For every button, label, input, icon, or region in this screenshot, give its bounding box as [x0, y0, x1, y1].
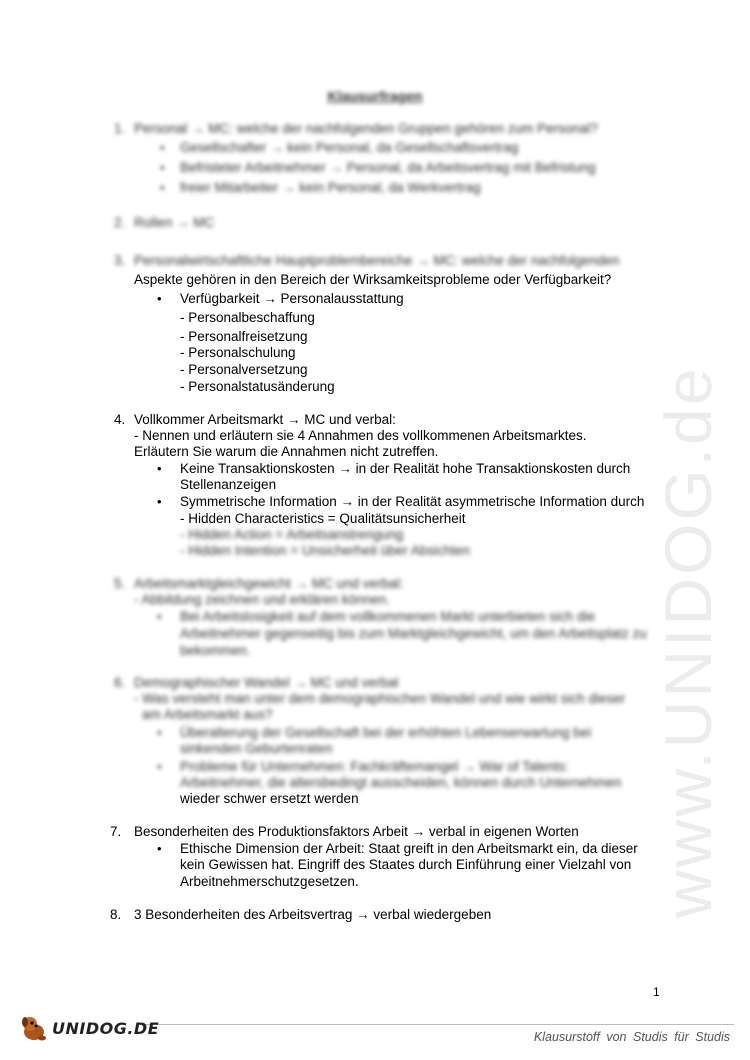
question-text: Arbeitsmarktgleichgewicht → MC und verbal:	[134, 576, 404, 591]
question-text: - Abbildung zeichnen und erklären können.	[134, 592, 390, 607]
sub-item: - Personalversetzung	[180, 362, 308, 377]
bullet-text: Verfügbarkeit → Personalausstattung	[180, 291, 404, 306]
question-number: 7.	[110, 824, 122, 839]
dog-mascot-icon	[18, 1013, 50, 1043]
page-title: Klausurfragen	[327, 88, 423, 104]
footer-logo	[18, 1013, 159, 1043]
question-text: Demographischer Wandel → MC und verbal	[134, 675, 399, 690]
watermark: www.UNIDOG.de	[651, 365, 725, 918]
question-text: Aspekte gehören in den Bereich der Wirksamkeitsprobleme oder Verfügbarkeit?	[134, 272, 612, 287]
sub-item: - Personalstatusänderung	[180, 379, 335, 394]
bullet-text: Überalterung der Gesellschaft bei der erhöhten Lebenserwartung bei	[180, 725, 592, 740]
question-number: 1.	[114, 121, 126, 136]
bullet-text: Keine Transaktionskosten → in der Realität hohe Transaktionskosten durch	[180, 461, 631, 476]
bullet: •	[157, 725, 162, 740]
bullet-text: Stellenanzeigen	[180, 477, 277, 492]
bullet-text: Bei Arbeitslosigkeit auf dem vollkommenen Markt unterbieten sich die	[180, 609, 595, 624]
bullet-text: Befristeter Arbeitnehmer → Personal, da Arbeitsvertrag mit Befristung	[180, 160, 596, 175]
question-text: Vollkommer Arbeitsmarkt → MC und verbal:	[134, 412, 396, 427]
bullet-text: Ethische Dimension der Arbeit: Staat greift in den Arbeitsmarkt ein, da dieser	[180, 841, 638, 856]
bullet: •	[160, 180, 165, 195]
bullet-text: Arbeitnehmer, die altersbedingt ausscheiden, können durch Unternehmen	[180, 775, 622, 790]
bullet: •	[160, 140, 165, 155]
sub-item: - Hidden Intention = Unsicherheit über Absichten	[180, 543, 471, 558]
bullet-text: kein Gewissen hat. Eingriff des Staates durch Einführung einer Vielzahl von	[180, 857, 632, 872]
bullet: •	[157, 494, 162, 509]
bullet-text: sinkenden Geburtenraten	[180, 741, 333, 756]
bullet-text: Gesellschafter → kein Personal, da Gesellschaftsvertrag	[180, 140, 519, 155]
question-number: 6.	[114, 675, 126, 690]
question-text: - Nennen und erläutern sie 4 Annahmen des vollkommenen Arbeitsmarktes.	[134, 428, 587, 443]
bullet: •	[160, 160, 165, 175]
footer-divider	[140, 1024, 734, 1025]
sub-item: - Hidden Action = Arbeitsanstrengung	[180, 527, 404, 542]
question-text: - Was versteht man unter dem demographischen Wandel und wie wirkt sich dieser	[134, 691, 626, 706]
bullet-text: Arbeitnehmer gegenseitig bis zum Marktgleichgewicht, um den Arbeitsplatz zu	[180, 626, 647, 641]
bullet: •	[157, 609, 162, 624]
sub-item: - Hidden Characteristics = Qualitätsunsicherheit	[180, 511, 466, 526]
question-number: 2.	[114, 215, 126, 230]
question-number: 3.	[114, 253, 126, 268]
question-text: Personalwirtschaftliche Hauptproblembereiche → MC: welche der nachfolgenden	[134, 253, 620, 268]
bullet: •	[157, 291, 162, 306]
sub-item: - Personalschulung	[180, 345, 296, 360]
footer-tagline: Klausurstoff von Studis für Studis	[533, 1030, 730, 1044]
bullet-text: Probleme für Unternehmen: Fachkräftemangel → War of Talents:	[180, 759, 569, 774]
question-number: 5.	[114, 576, 126, 591]
sub-item: - Personalfreisetzung	[180, 329, 308, 344]
question-number: 8.	[110, 907, 122, 922]
bullet-text: wieder schwer ersetzt werden	[180, 791, 359, 806]
sub-item: - Personalbeschaffung	[180, 310, 315, 325]
bullet: •	[157, 759, 162, 774]
question-text: Erläutern Sie warum die Annahmen nicht zutreffen.	[134, 444, 439, 459]
page-number: 1	[653, 985, 660, 999]
bullet-text: Symmetrische Information → in der Realität asymmetrische Information durch	[180, 494, 645, 509]
question-text: 3 Besonderheiten des Arbeitsvertrag → verbal wiedergeben	[134, 907, 492, 922]
bullet: •	[157, 461, 162, 476]
logo-text: UNIDOG.DE	[52, 1018, 160, 1038]
bullet: •	[157, 841, 162, 856]
question-text: Personal → MC: welche der nachfolgenden Gruppen gehören zum Personal?	[134, 121, 598, 136]
question-text: am Arbeitsmarkt aus?	[142, 707, 273, 722]
bullet-text: Arbeitnehmerschutzgesetzen.	[180, 874, 359, 889]
question-number: 4.	[114, 412, 126, 427]
question-text: Besonderheiten des Produktionsfaktors Arbeit → verbal in eigenen Worten	[134, 824, 579, 839]
bullet-text: bekommen.	[180, 643, 251, 658]
bullet-text: freier Mitarbeiter → kein Personal, da Werkvertrag	[180, 180, 481, 195]
question-text: Rollen → MC	[134, 215, 215, 230]
